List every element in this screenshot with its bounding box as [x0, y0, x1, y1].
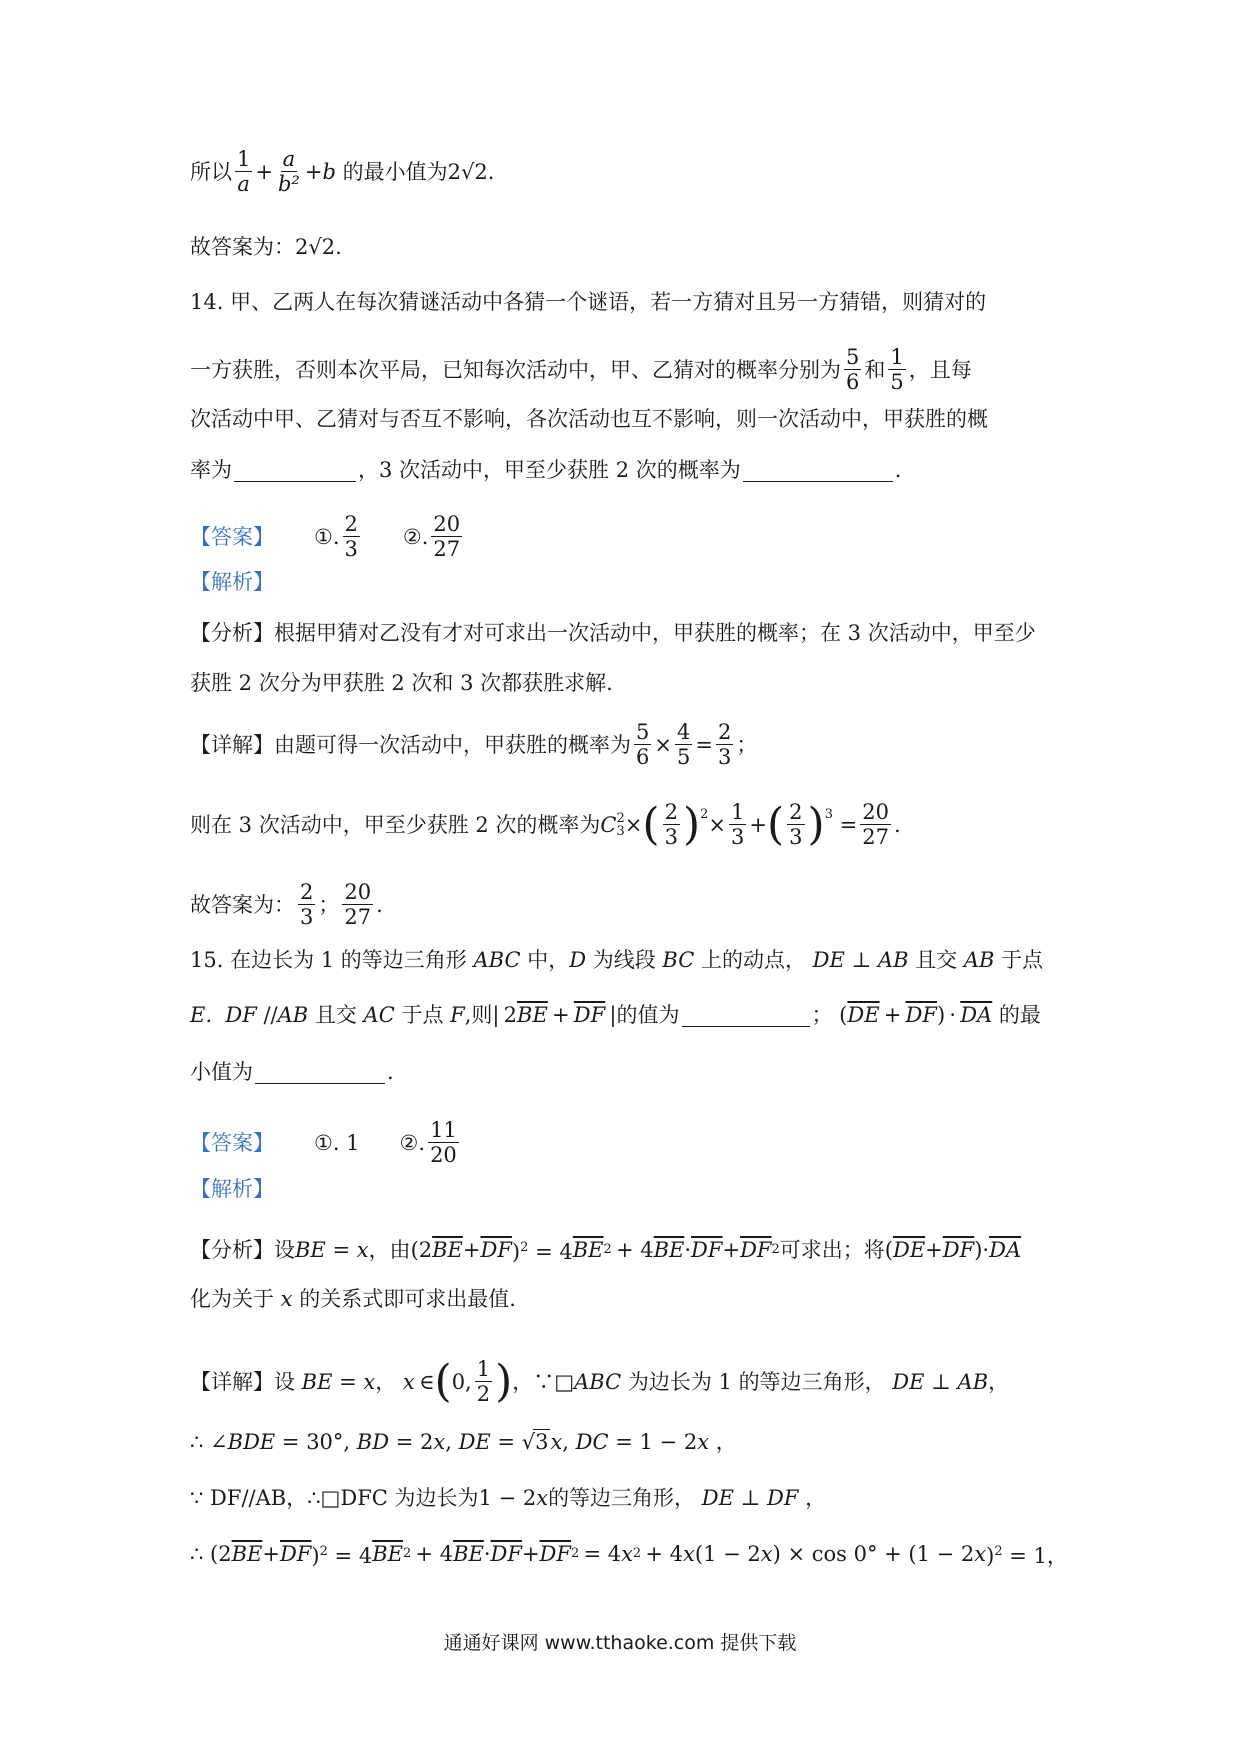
q14-fenxi-line-2 — [190, 668, 613, 698]
q14-line-1 — [190, 287, 986, 317]
analysis-tag: 【解析】 — [190, 570, 274, 594]
q15-fenxi-line-1: 【分析】 设 BE = x ，由 (2 $\overline{BE}$ + $\overline{DF}$ )$^2$ = 4 $\overline{BE}$ 2 + 4 $\overline{BE}$ · $\overline{DF}$ + $\overline{DF}$ 2 可求出；将 ( $\overline{DE}$ + $\overline{DF}$ )· $\overline{DA}$ — [190, 1233, 1021, 1267]
text: ，3 次活动中，甲至少获胜 2 次的概率为 — [358, 458, 741, 482]
answer-blank — [255, 1061, 385, 1084]
answer-blank — [234, 459, 356, 482]
text: 率为 — [190, 458, 232, 482]
fraction: $\frac{a}{\text{b²}}$ — [277, 147, 300, 196]
text: 于点 — [401, 1003, 444, 1027]
fraction: $\frac{5}{6}$ — [846, 345, 860, 394]
answer-blank — [743, 459, 893, 482]
answer-tag: 【答案】 — [190, 524, 274, 549]
line-answer-summary: 故答案为： 2√2 . — [190, 232, 342, 262]
q15-detail-line-1: 【详解】 设 BE = x ， x ∈ ( 0, $\frac{1}{2}$ ) ，∵□ ABC 为边长为 1 的等边三角形， DE ⊥ AB ， — [190, 1355, 1010, 1407]
fraction: $\frac{2}{3}$ — [344, 512, 358, 561]
text: 中， — [527, 948, 570, 972]
text: 和 — [864, 357, 886, 382]
tag: 【分析】 — [190, 621, 274, 645]
tag: 【分析】 — [190, 1238, 274, 1262]
text: 为线段 — [592, 948, 656, 972]
text: 的等边三角形， — [548, 1486, 696, 1510]
text: 由题可得一次活动中，甲获胜的概率为 — [274, 732, 631, 757]
text: 的最 — [998, 1003, 1041, 1027]
q14-final: 故答案为： $\frac{2}{3}$ ； $\frac{20}{27}$ . — [190, 880, 383, 929]
analysis-tag: 【解析】 — [190, 1177, 274, 1201]
text: 15. 在边长为 1 的等边三角形 — [190, 948, 467, 972]
fraction: $\frac{4}{5}$ — [676, 720, 691, 769]
math-result: 2√2 — [295, 235, 336, 259]
text: 设 — [274, 1238, 295, 1262]
math-result: 2√2 — [447, 159, 488, 184]
q14-detail-line-2: 则在 3 次活动中，甲至少获胜 2 次的概率为 C 2 3 × ( $\frac{2}{3}$ ) 2 × $\frac{1}{3}$ + ( $\frac{2}{3}$ ) 3 = $\frac{20}{27}$ . — [190, 798, 901, 850]
q15-line-1: 15. 在边长为 1 的等边三角形 ABC 中， D 为线段 BC 上的动点， DE ⊥ AB 且交 AB 于点 — [190, 945, 1043, 975]
q14-answer — [190, 512, 465, 561]
text: 故答案为： — [190, 892, 295, 917]
text: 所以 — [190, 159, 232, 184]
text: 化为关于 — [190, 1287, 274, 1311]
q15-analysis-tag — [190, 1174, 274, 1204]
text: 的最小值为 — [342, 159, 448, 184]
fraction: $\frac{1}{3}$ — [731, 800, 745, 849]
text: 且交 — [314, 1003, 357, 1027]
text: 可求出；将 — [779, 1238, 885, 1262]
q15-line-2: E. DF // AB 且交 AC 于点 F ,则 | 2 $\overline{BE}$ + $\overline{DF}$ | 的值为 ； ( $\overline{DE}$ + $\overline{DF}$ ) · $\overline{DA}$ 的最 — [190, 1000, 1041, 1030]
fraction: $\frac{20}{27}$ — [433, 512, 461, 561]
text: ②. — [399, 1130, 426, 1155]
q14-line-2 — [190, 345, 972, 394]
text: 为边长为 1 的等边三角形， — [627, 1369, 886, 1394]
fraction: $\frac{11}{20}$ — [430, 1118, 457, 1167]
text: 次活动中甲、乙猜对与否互不影响，各次活动也互不影响，则一次活动中，甲获胜的概 — [190, 407, 988, 431]
fraction: $\frac{1}{a}$ — [237, 147, 251, 196]
text: 于点 — [1001, 948, 1044, 972]
q14-line-3 — [190, 404, 988, 434]
text: 故答案为： — [190, 235, 295, 259]
fraction: $\frac{20}{27}$ — [344, 880, 372, 929]
tag: 【详解】 — [190, 1369, 274, 1394]
text: ①. — [314, 524, 340, 549]
answer-blank — [682, 1004, 810, 1027]
text: 则在 3 次活动中，甲至少获胜 2 次的概率为 — [190, 812, 601, 837]
q15-line-3: 小值为 . — [190, 1057, 394, 1087]
q14-analysis-tag — [190, 567, 274, 597]
text: 设 — [274, 1369, 295, 1394]
fraction: $\frac{2}{3}$ — [300, 880, 314, 929]
text: . — [894, 458, 902, 482]
text: 上的动点， — [700, 948, 806, 972]
text: ，由 — [368, 1238, 411, 1262]
text: 小值为 — [190, 1060, 253, 1084]
text: ①. 1 — [314, 1130, 360, 1155]
fraction: $\frac{5}{6}$ — [636, 720, 650, 769]
q15-detail-line-2: ∴ ∠ BDE = 30°, BD = 2 x , DE = √3 x , DC = 1 − 2 x ， — [190, 1430, 737, 1454]
q15-detail-line-3: ∵ DF//AB，∴□DFC 为边长为 1 − 2 x 的等边三角形， DE ⊥ DF ， — [190, 1483, 826, 1513]
fraction: $\frac{1}{2}$ — [476, 1357, 491, 1406]
page-footer: 通通好课网 www.tthaoke.com 提供下载 — [443, 1632, 797, 1654]
answer-tag: 【答案】 — [190, 1130, 274, 1155]
q14-detail-line-1: 【详解】 由题可得一次活动中，甲获胜的概率为 $\frac{5}{6}$ × $\frac{4}{5}$ = $\frac{2}{3}$ ； — [190, 720, 758, 769]
text: 一方获胜，否则本次平局，已知每次活动中，甲、乙猜对的概率分别为 — [190, 357, 841, 382]
fraction: $\frac{20}{27}$ — [862, 800, 889, 849]
text: 获胜 2 次分为甲获胜 2 次和 3 次都获胜求解. — [190, 671, 613, 695]
text: 的关系式即可求出最值. — [299, 1287, 516, 1311]
q15-answer — [190, 1118, 462, 1167]
text: ,则 — [464, 1003, 493, 1027]
text: ，∵□ — [512, 1369, 575, 1394]
q14-fenxi-line-1 — [190, 618, 1036, 648]
text: ， — [375, 1369, 397, 1394]
text: ，且每 — [908, 357, 972, 382]
text: ②. — [402, 524, 429, 549]
tag: 【详解】 — [190, 732, 274, 757]
text: 的值为 — [616, 1003, 680, 1027]
fraction: $\frac{2}{3}$ — [664, 800, 678, 849]
q14-line-4 — [190, 455, 901, 485]
text: 14. 甲、乙两人在每次猜谜活动中各猜一个谜语，若一方猜对且另一方猜错，则猜对的 — [190, 290, 987, 314]
fraction: $\frac{2}{3}$ — [717, 720, 732, 769]
fraction: $\frac{2}{3}$ — [789, 800, 803, 849]
q15-detail-line-4: ∴ (2 $\overline{BE}$ + $\overline{DF}$ )$^2$ = 4 $\overline{BE}$ 2 + 4 $\overline{BE}$ · $\overline{DF}$ + $\overline{DF}$ 2 = 4 x 2 + 4 x (1 − 2 x ) × cos 0° + (1 − 2 x )$^2$ = 1， — [190, 1542, 1068, 1568]
text: 且交 — [915, 948, 958, 972]
q15-fenxi-line-2: 化为关于 x 的关系式即可求出最值. — [190, 1284, 516, 1314]
text: ∵ DF//AB，∴□DFC 为边长为 — [190, 1486, 479, 1510]
text: 根据甲猜对乙没有才对可求出一次活动中，甲获胜的概率；在 3 次活动中，甲至少 — [274, 621, 1036, 645]
line-min-value: 所以 $\frac{1}{a}$ + $\frac{a}{\text{b²}}$ +b 的最小值为 2√2 . — [190, 147, 495, 196]
fraction: $\frac{1}{5}$ — [890, 345, 904, 394]
